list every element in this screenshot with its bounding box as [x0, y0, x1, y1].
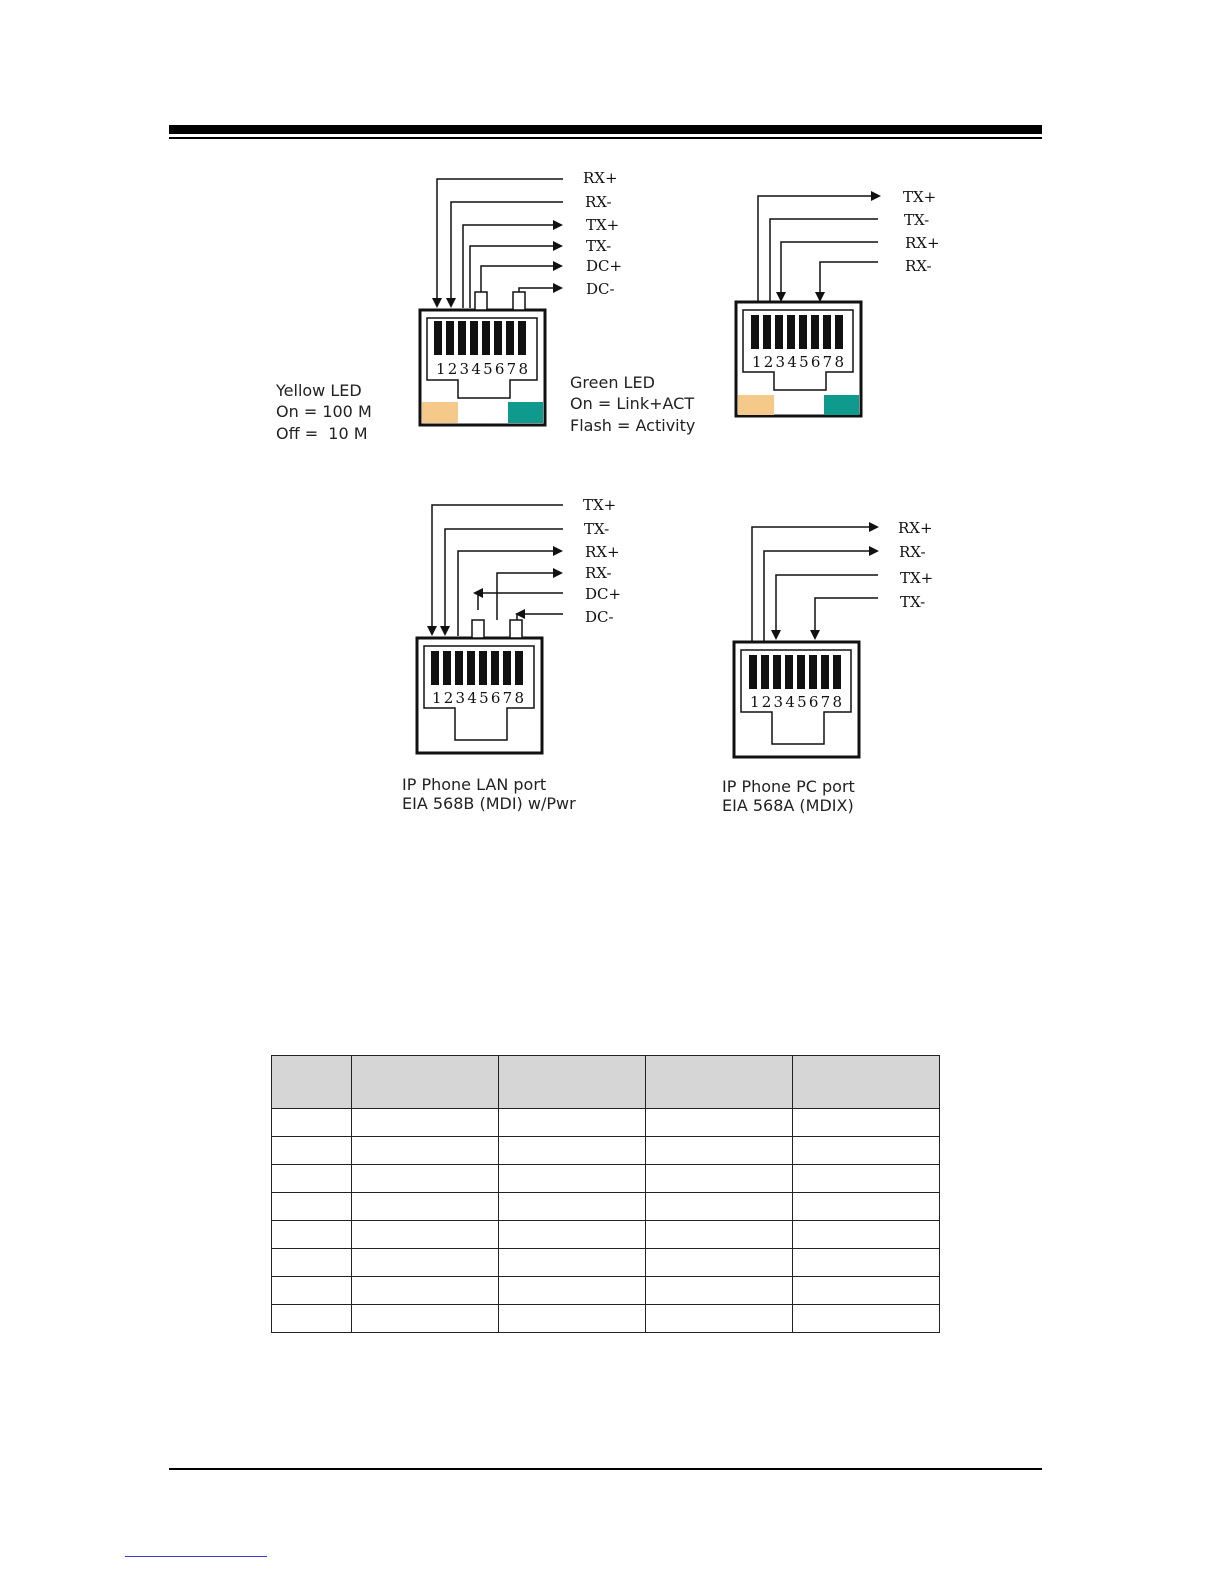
svg-text:On = 100 M: On = 100 M: [276, 402, 372, 421]
svg-text:Yellow LED: Yellow LED: [276, 381, 362, 400]
signal-label: DC-: [585, 608, 614, 626]
svg-text:IP Phone LAN port: IP Phone LAN port: [402, 775, 547, 794]
signal-label: DC+: [586, 257, 623, 275]
jack-pc-led: [736, 188, 940, 416]
signal-label: RX+: [585, 543, 620, 561]
table-header-row: [272, 1056, 940, 1109]
table-row: [272, 1305, 940, 1333]
table-row: [272, 1221, 940, 1249]
jack-pc-port: [734, 519, 933, 757]
signal-label: RX-: [899, 543, 926, 561]
signal-label: RX+: [905, 234, 940, 252]
green-led: [824, 395, 859, 415]
signal-label: RX+: [583, 169, 618, 187]
footer-rule: [169, 1468, 1042, 1470]
table-row: [272, 1249, 940, 1277]
svg-text:EIA 568A (MDIX): EIA 568A (MDIX): [722, 796, 854, 815]
jack-lan-port: [417, 496, 621, 753]
signal-label: TX+: [583, 496, 617, 514]
signal-label: RX-: [585, 564, 612, 582]
pc-port-caption: [722, 777, 855, 815]
signal-label: TX-: [584, 520, 610, 538]
svg-text:EIA 568B (MDI) w/Pwr: EIA 568B (MDI) w/Pwr: [402, 794, 576, 813]
table-header-cell: [646, 1056, 793, 1109]
green-led: [508, 402, 543, 423]
pin-numbers: 12345678: [436, 360, 528, 378]
table-row: [272, 1277, 940, 1305]
yellow-led: [422, 402, 458, 423]
table-row: [272, 1137, 940, 1165]
signal-label: TX+: [900, 569, 934, 587]
footnote-rule: [125, 1556, 267, 1557]
pinout-table: [271, 1055, 940, 1333]
svg-text:On = Link+ACT: On = Link+ACT: [570, 394, 695, 413]
yellow-led-legend: [275, 381, 372, 443]
green-led-legend: [570, 373, 695, 435]
table-header-cell: [272, 1056, 352, 1109]
table-header-cell: [499, 1056, 646, 1109]
signal-label: RX+: [898, 519, 933, 537]
table-row: [272, 1109, 940, 1137]
lan-port-caption: [402, 775, 576, 813]
signal-label: TX-: [586, 237, 612, 255]
svg-text:Off = 10 M: Off = 10 M: [276, 424, 368, 443]
table-row: [272, 1193, 940, 1221]
signal-label: TX+: [586, 216, 620, 234]
pin-numbers: 12345678: [432, 689, 524, 707]
signal-label: RX-: [585, 193, 612, 211]
svg-text:IP Phone PC port: IP Phone PC port: [722, 777, 855, 796]
pin-numbers: 12345678: [750, 693, 842, 711]
svg-text:Flash = Activity: Flash = Activity: [570, 416, 696, 435]
signal-label: TX+: [903, 188, 937, 206]
yellow-led: [738, 395, 774, 415]
signal-label: DC-: [586, 280, 615, 298]
signal-label: DC+: [585, 585, 622, 603]
pin-numbers: 12345678: [752, 353, 844, 371]
signal-label: TX-: [904, 211, 930, 229]
svg-text:Green LED: Green LED: [570, 373, 655, 392]
table-header-cell: [793, 1056, 940, 1109]
table-header-cell: [352, 1056, 499, 1109]
table-row: [272, 1165, 940, 1193]
signal-label: TX-: [900, 593, 926, 611]
signal-label: RX-: [905, 257, 932, 275]
